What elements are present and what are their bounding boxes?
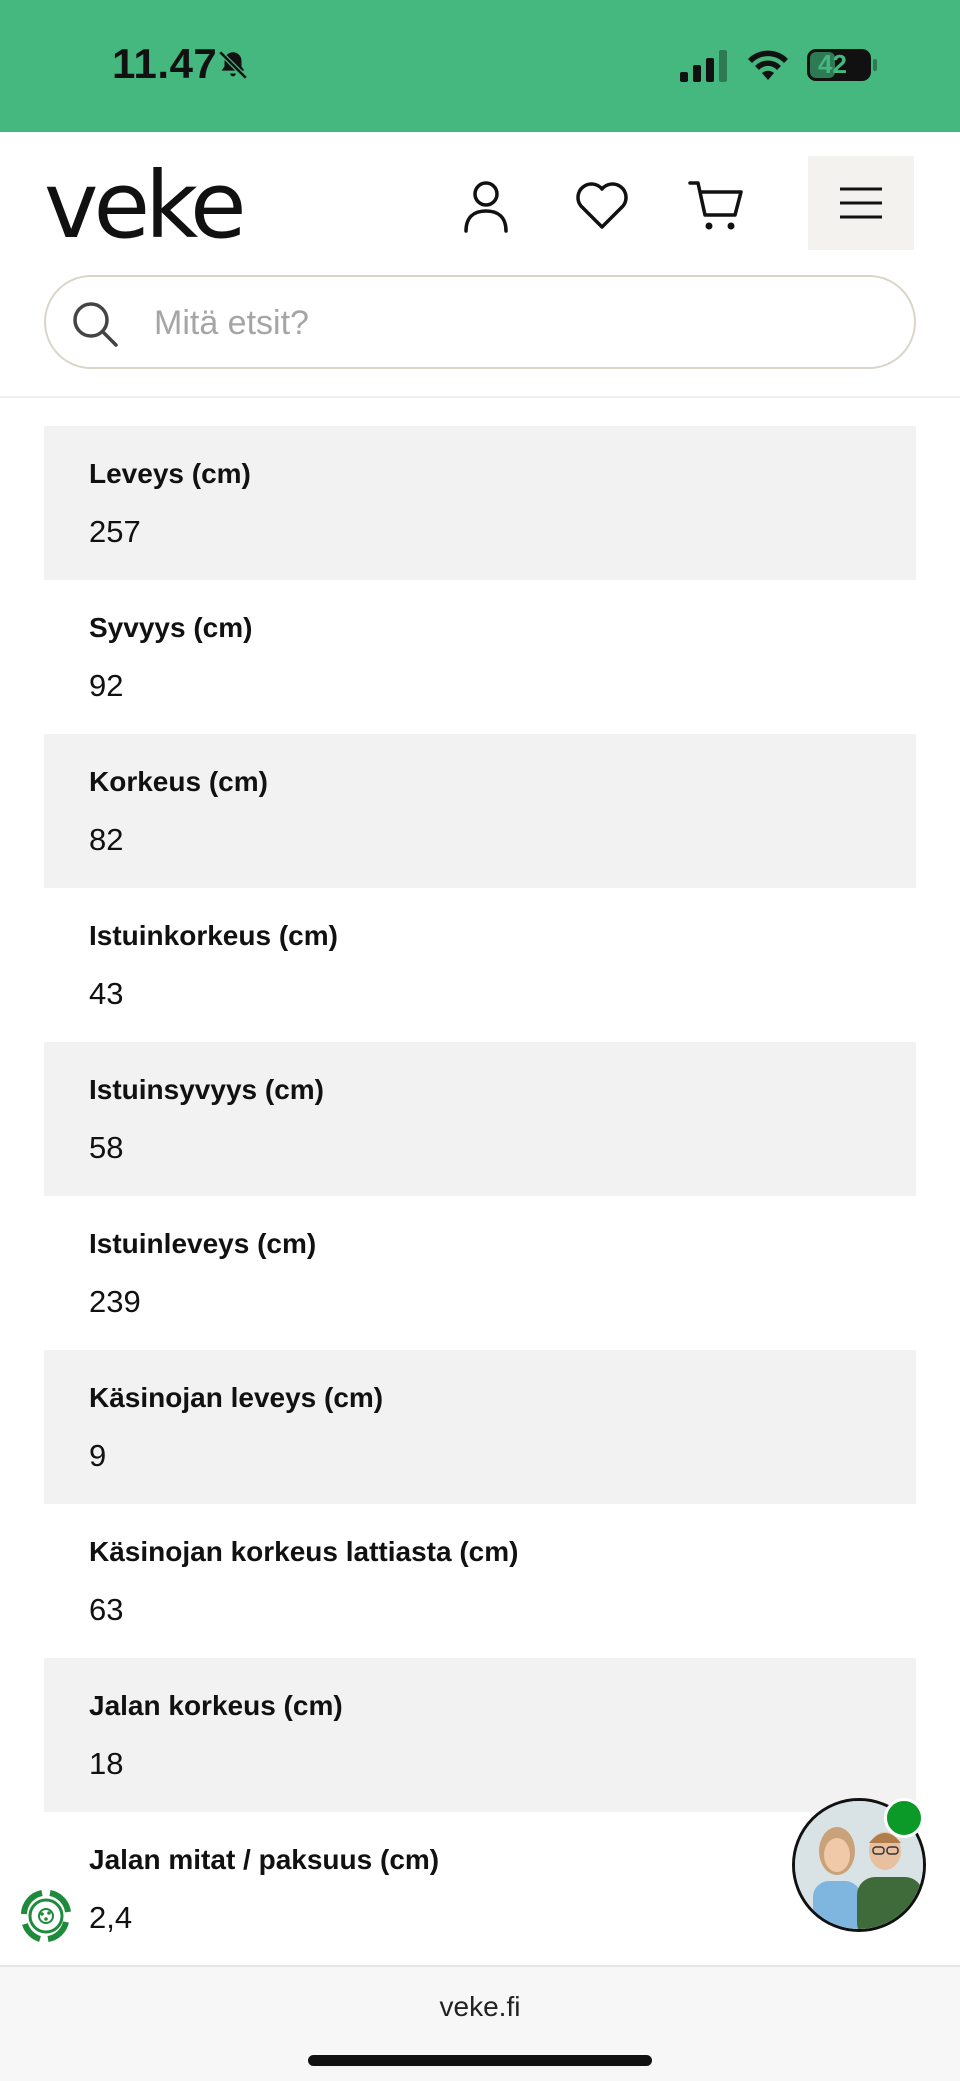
account-button[interactable] [454,174,518,238]
home-indicator[interactable] [308,2055,652,2066]
heart-icon [574,181,630,231]
spec-label: Leveys (cm) [89,458,251,489]
online-status-dot [884,1798,924,1838]
menu-icon [838,186,884,220]
spec-value: 58 [89,1130,124,1165]
spec-value: 82 [89,822,124,857]
product-dimensions-list [44,426,916,1966]
spec-row [44,1350,916,1504]
spec-label: Istuinleveys (cm) [89,1228,317,1259]
spec-label: Jalan mitat / paksuus (cm) [89,1844,440,1875]
spec-row [44,1658,916,1812]
spec-label: Käsinojan korkeus lattiasta (cm) [89,1536,519,1567]
cart-icon [688,179,744,233]
spec-row [44,1812,916,1966]
search-bar[interactable] [44,275,916,369]
spec-label: Jalan korkeus (cm) [89,1690,343,1721]
battery-icon [806,48,878,82]
spec-value: 239 [89,1284,141,1319]
spec-row [44,1196,916,1350]
spec-value: 257 [89,514,141,549]
wifi-icon [745,46,791,82]
spec-row [44,888,916,1042]
user-icon [462,179,510,233]
spec-value: 9 [89,1438,107,1473]
battery-level: 42 [818,49,847,79]
spec-row [44,426,916,580]
spec-row [44,1042,916,1196]
spec-label: Istuinsyvyys (cm) [89,1074,324,1105]
spec-value: 92 [89,668,124,703]
status-time: 11.47 [112,40,218,87]
browser-bottom-bar [0,1965,960,2081]
spec-value: 63 [89,1592,124,1627]
signal-icon [680,50,730,82]
cart-button[interactable] [684,174,748,238]
bell-off-icon [216,48,250,82]
eco-recycle-icon[interactable] [14,1884,78,1948]
spec-row [44,734,916,888]
spec-label: Istuinkorkeus (cm) [89,920,338,951]
spec-value: 18 [89,1746,124,1781]
wishlist-button[interactable] [570,174,634,238]
url-display[interactable]: veke.fi [439,1991,521,2022]
spec-label: Syvyys (cm) [89,612,253,643]
spec-row [44,580,916,734]
menu-button[interactable] [808,156,914,250]
spec-label: Käsinojan leveys (cm) [89,1382,384,1413]
search-icon [70,299,120,349]
spec-value: 2,4 [89,1900,133,1935]
site-header [0,132,960,398]
spec-label: Korkeus (cm) [89,766,268,797]
spec-value: 43 [89,976,124,1011]
veke-logo[interactable]: veke [44,152,242,259]
search-input[interactable] [154,297,854,349]
status-bar [0,0,960,132]
spec-row [44,1504,916,1658]
